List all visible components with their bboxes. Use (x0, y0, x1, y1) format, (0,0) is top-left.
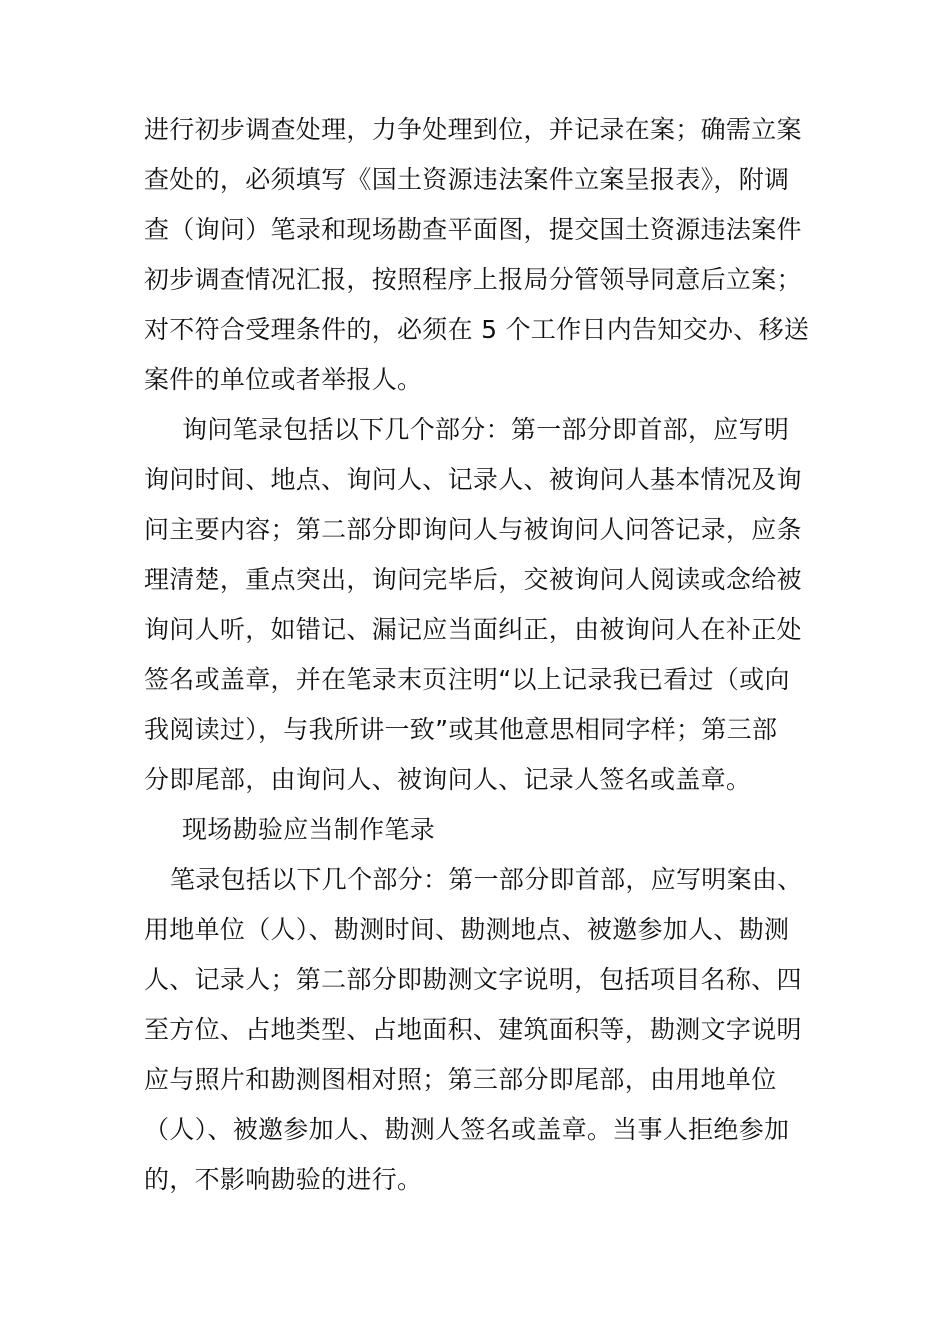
text-line: 初步调查情况汇报，按照程序上报局分管领导同意后立案； (144, 265, 802, 294)
text-line: 查处的，必须填写《国土资源违法案件立案呈报表》，附调 (144, 165, 790, 194)
text-line: 进行初步调查处理，力争处理到位，并记录在案；确需立案 (144, 115, 802, 144)
text-line: （人）、被邀参加人、勘测人签名或盖章。当事人拒绝参加 (144, 1115, 790, 1144)
text-line: 询问时间、地点、询问人、记录人、被询问人基本情况及询 (144, 465, 802, 494)
text-line: 我阅读过），与我所讲一致”或其他意思相同字样；第三部 (144, 715, 778, 744)
text-line: 的，不影响勘验的进行。 (144, 1165, 423, 1194)
paragraph-start-line: 笔录包括以下几个部分：第一部分即首部，应写明案由、 (170, 865, 803, 894)
text-line: 签名或盖章，并在笔录末页注明“以上记录我已看过（或向 (144, 665, 790, 694)
text-line: 问主要内容；第二部分即询问人与被询问人问答记录，应条 (144, 515, 802, 544)
text-line: 理清楚，重点突出，询问完毕后，交被询问人阅读或念给被 (144, 565, 802, 594)
text-line: 用地单位（人）、勘测时间、勘测地点、被邀参加人、勘测 (144, 915, 790, 944)
text-line: 查（询问）笔录和现场勘查平面图，提交国土资源违法案件 (144, 215, 802, 244)
section-heading: 现场勘验应当制作笔录 (182, 815, 436, 844)
text-line: 分即尾部，由询问人、被询问人、记录人签名或盖章。 (144, 765, 752, 794)
text-line: 至方位、占地类型、占地面积、建筑面积等，勘测文字说明 (144, 1015, 802, 1044)
text-line: 询问人听，如错记、漏记应当面纠正，由被询问人在补正处 (144, 615, 802, 644)
text-line: 应与照片和勘测图相对照；第三部分即尾部，由用地单位 (144, 1065, 777, 1094)
text-line: 案件的单位或者举报人。 (144, 365, 423, 394)
text-line: 人、记录人；第二部分即勘测文字说明，包括项目名称、四 (144, 965, 802, 994)
text-line: 对不符合受理条件的，必须在 5 个工作日内告知交办、移送 (144, 315, 810, 344)
paragraph-start-line: 询问笔录包括以下几个部分：第一部分即首部，应写明 (182, 415, 790, 444)
